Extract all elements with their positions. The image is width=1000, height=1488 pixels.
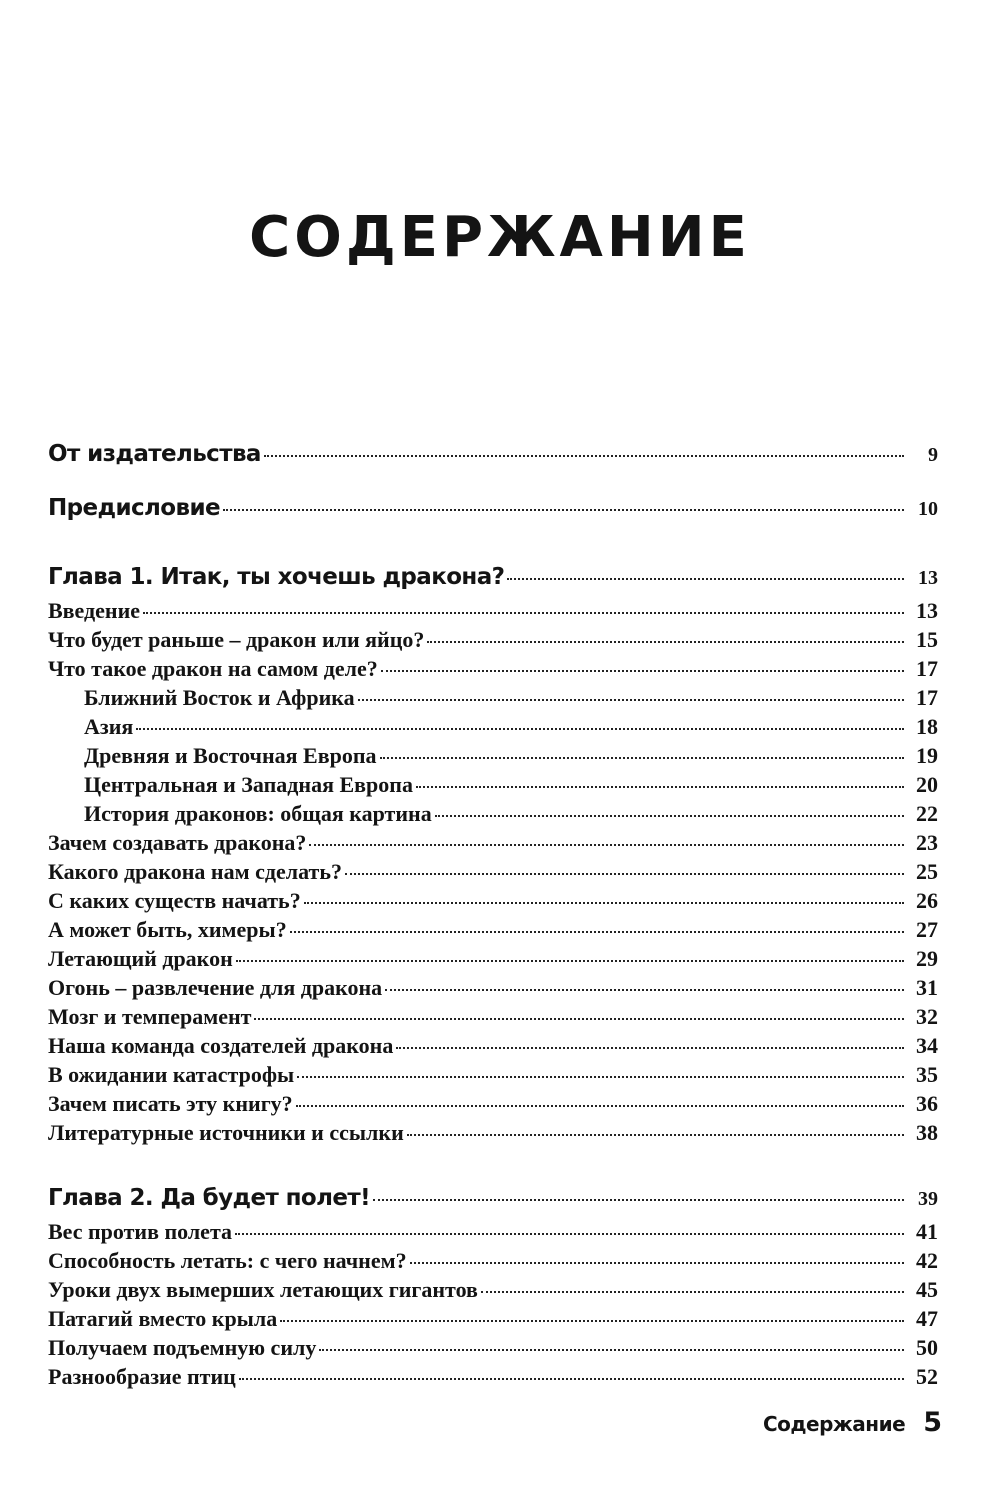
toc-entry[interactable] — [48, 1118, 938, 1147]
dot-leader — [345, 873, 904, 875]
toc-entry[interactable] — [48, 886, 938, 915]
toc-entry-page: 31 — [916, 975, 938, 1000]
toc-entry[interactable] — [48, 654, 938, 683]
dot-leader — [385, 989, 904, 991]
toc-entry[interactable] — [48, 1275, 938, 1304]
toc-entry-title: Предисловие — [48, 495, 220, 521]
toc-entry-page: 18 — [916, 714, 938, 739]
toc-entry-page: 32 — [916, 1004, 938, 1029]
page-footer — [763, 1407, 942, 1438]
toc-entry-title: Огонь – развлечение для дракона — [48, 975, 383, 1000]
toc-entry-page: 17 — [916, 685, 938, 710]
toc-entry-page: 15 — [916, 627, 938, 652]
toc-entry-page: 36 — [916, 1091, 938, 1116]
toc-entry-preface[interactable] — [48, 490, 938, 526]
dot-leader — [236, 960, 904, 962]
toc-entry[interactable] — [48, 973, 938, 1002]
toc-entry-page: 25 — [916, 859, 938, 884]
toc-entry-title: Литературные источники и ссылки — [48, 1120, 404, 1145]
dot-leader — [319, 1349, 904, 1351]
toc-entry-page: 19 — [916, 743, 938, 768]
toc-entry-page: 23 — [916, 830, 938, 855]
toc-entry-title: Что такое дракон на самом деле? — [48, 656, 378, 681]
dot-leader — [309, 844, 904, 846]
toc-entry-title: Зачем писать эту книгу? — [48, 1091, 293, 1116]
toc-entry-title: Что будет раньше – дракон или яйцо? — [48, 627, 425, 652]
toc-entry-title: Наша команда создателей дракона — [48, 1033, 394, 1058]
toc-entry-title: В ожидании катастрофы — [48, 1062, 295, 1087]
toc-entry-title: Разнообразие птиц — [48, 1364, 236, 1389]
dot-leader — [280, 1320, 904, 1322]
toc-entry-page: 47 — [916, 1306, 938, 1331]
toc-entry-title: Зачем создавать дракона? — [48, 830, 307, 855]
toc-entry-title: Мозг и темперамент — [48, 1004, 252, 1029]
toc-entry[interactable] — [48, 1362, 938, 1391]
dot-leader — [254, 1018, 904, 1020]
dot-leader — [373, 1199, 904, 1201]
toc-entry-title: Введение — [48, 598, 141, 623]
dot-leader — [223, 509, 904, 511]
table-of-contents — [48, 436, 938, 1391]
toc-entry[interactable] — [48, 1304, 938, 1333]
toc-entry[interactable] — [48, 1246, 938, 1275]
toc-subentry[interactable] — [48, 799, 938, 828]
dot-leader — [481, 1291, 904, 1293]
dot-leader — [143, 612, 904, 614]
dot-leader — [396, 1047, 904, 1049]
toc-entry-page: 26 — [916, 888, 938, 913]
toc-entry[interactable] — [48, 1217, 938, 1246]
dot-leader — [507, 578, 904, 580]
dot-leader — [136, 728, 904, 730]
toc-entry-page: 45 — [916, 1277, 938, 1302]
toc-entry[interactable] — [48, 1002, 938, 1031]
toc-entry-title: Уроки двух вымерших летающих гигантов — [48, 1277, 478, 1302]
toc-entry-page: 34 — [916, 1033, 938, 1058]
running-head: Содержание — [762, 1412, 906, 1436]
toc-entry-page: 9 — [928, 444, 938, 466]
toc-entry-title: С каких существ начать? — [48, 888, 301, 913]
toc-entry-title: Ближний Восток и Африка — [84, 685, 355, 710]
dot-leader — [381, 670, 904, 672]
toc-entry[interactable] — [48, 1060, 938, 1089]
dot-leader — [297, 1076, 904, 1078]
toc-entry-title: Какого дракона нам сделать? — [48, 859, 342, 884]
toc-entry-title: История драконов: общая картина — [84, 801, 432, 826]
toc-entry-title: Центральная и Западная Европа — [84, 772, 413, 797]
toc-entry-page: 10 — [918, 498, 938, 520]
dot-leader — [264, 455, 904, 457]
toc-entry-title: Глава 1. Итак, ты хочешь дракона? — [48, 564, 505, 590]
toc-entry-title: Способность летать: с чего начнем? — [48, 1248, 407, 1273]
toc-subentry[interactable] — [48, 770, 938, 799]
toc-entry-title: От издательства — [48, 441, 261, 467]
toc-subentry[interactable] — [48, 741, 938, 770]
toc-entry-page: 39 — [918, 1188, 938, 1210]
toc-entry-page: 52 — [916, 1364, 938, 1389]
toc-entry-page: 13 — [916, 598, 938, 623]
toc-entry-title: Патагий вместо крыла — [48, 1306, 278, 1331]
toc-subentry[interactable] — [48, 712, 938, 741]
toc-entry-page: 41 — [916, 1219, 938, 1244]
toc-entry-page: 17 — [916, 656, 938, 681]
toc-entry-title: Глава 2. Да будет полет! — [48, 1185, 370, 1211]
toc-entry[interactable] — [48, 828, 938, 857]
toc-entry[interactable] — [48, 857, 938, 886]
dot-leader — [290, 931, 904, 933]
page-title: СОДЕРЖАНИЕ — [249, 205, 751, 270]
toc-subentry[interactable] — [48, 683, 938, 712]
toc-chapter-2[interactable] — [48, 1179, 938, 1217]
toc-entry-page: 22 — [916, 801, 938, 826]
toc-entry[interactable] — [48, 1089, 938, 1118]
toc-entry[interactable] — [48, 1031, 938, 1060]
toc-entry[interactable] — [48, 625, 938, 654]
dot-leader — [427, 641, 904, 643]
dot-leader — [416, 786, 904, 788]
toc-entry-page: 20 — [916, 772, 938, 797]
toc-entry-from-publisher[interactable] — [48, 436, 938, 472]
toc-entry-page: 35 — [916, 1062, 938, 1087]
toc-entry[interactable] — [48, 944, 938, 973]
toc-entry-page: 42 — [916, 1248, 938, 1273]
toc-entry-title: Вес против полета — [48, 1219, 233, 1244]
dot-leader — [380, 757, 904, 759]
dot-leader — [239, 1378, 904, 1380]
toc-chapter-1[interactable] — [48, 558, 938, 596]
toc-entry-title: Древняя и Восточная Европа — [84, 743, 377, 768]
toc-entry-page: 38 — [916, 1120, 938, 1145]
dot-leader — [358, 699, 904, 701]
toc-entry[interactable] — [48, 596, 938, 625]
page-number: 5 — [923, 1407, 942, 1438]
dot-leader — [407, 1134, 904, 1136]
dot-leader — [410, 1262, 904, 1264]
toc-entry-title: Получаем подъемную силу — [48, 1335, 317, 1360]
dot-leader — [435, 815, 904, 817]
dot-leader — [304, 902, 904, 904]
toc-entry-title: Летающий дракон — [48, 946, 233, 971]
toc-entry[interactable] — [48, 915, 938, 944]
toc-entry-title: Азия — [84, 714, 134, 739]
toc-entry-page: 29 — [916, 946, 938, 971]
toc-entry-page: 13 — [918, 567, 938, 589]
toc-entry-page: 50 — [916, 1335, 938, 1360]
dot-leader — [235, 1233, 904, 1235]
toc-entry-page: 27 — [916, 917, 938, 942]
toc-entry[interactable] — [48, 1333, 938, 1362]
toc-entry-title: А может быть, химеры? — [48, 917, 287, 942]
dot-leader — [296, 1105, 904, 1107]
